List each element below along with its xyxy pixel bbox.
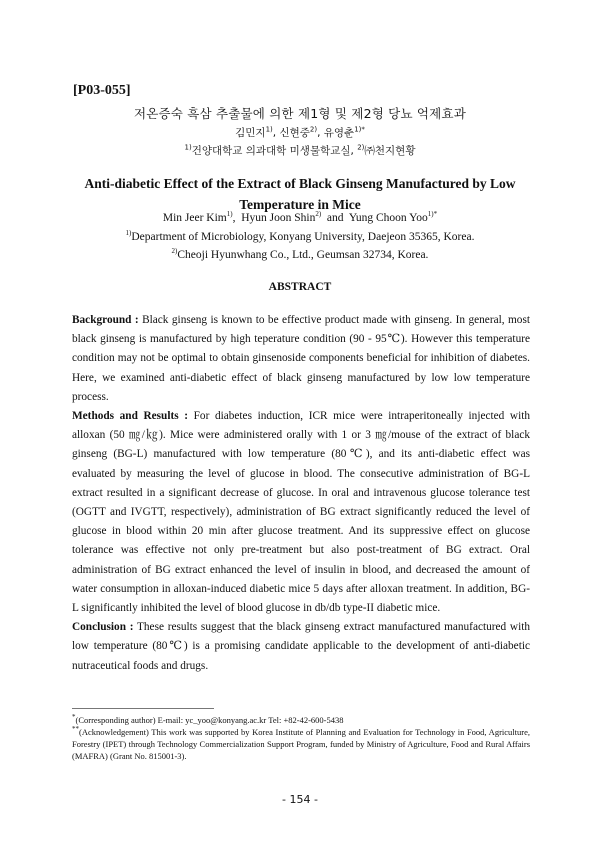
- footnote-divider: [72, 708, 214, 709]
- english-title: Anti-diabetic Effect of the Extract of Black Ginseng Manufactured by Low Temperature in Mice: [84, 176, 516, 212]
- abstract-heading: ABSTRACT: [268, 281, 332, 293]
- footnotes: [72, 714, 530, 762]
- korean-author-sup: 1): [265, 125, 273, 134]
- english-author-sup: 1): [226, 210, 233, 219]
- methods-paragraph: [72, 407, 530, 618]
- english-affiliation-text: Department of Microbiology, Konyang University, Daejeon 35365, Korea.: [131, 231, 475, 243]
- korean-affiliation-2: ㈜천지현황: [364, 145, 416, 157]
- korean-author-sep: ,: [317, 127, 324, 139]
- english-affiliation-sup: 2): [171, 247, 178, 256]
- footnote-corresponding-text: (Corresponding author) E-mail: yc_yoo@konyang.ac.kr Tel: +82-42-600-5438: [75, 715, 344, 725]
- english-author-sep: and: [321, 212, 349, 224]
- english-author-name: Hyun Joon Shin: [241, 212, 316, 224]
- methods-text: For diabetes induction, ICR mice were intraperitoneally injected with alloxan (50 ㎎/㎏). Mice were administered orally with 1 or 3 ㎎/mouse of the extract of black ginseng (BG-L) manufactured with low temperature (80℃), and its anti-diabetic effect was evaluated by measuring the level of glucose in blood. The consecutive administration of BG-L extract resulted in a significant decrease of glucose. In oral and intravenous glucose tolerance test (OGTT and IVGTT, respectively), administration of BG extract significantly reduced the level of glucose in blood within 20 min after glucose treatment. And its suppressive effect on glucose tolerance was effective not only pre-treatment but also post-treatment of BG extract. Oral administration of BG extract enhanced the level of insulin in blood, and decreased the amount of water consumption in alloxan-induced diabetic mice 5 days after alloxan treatment. In addition, BG-L significantly inhibited the level of blood glucose in db/db type-II diabetic mice.: [72, 410, 530, 615]
- korean-author-sup: 2): [309, 125, 318, 134]
- footnote-sup: *: [72, 713, 76, 722]
- english-authors: [0, 212, 600, 224]
- korean-author-name: 신현중: [279, 127, 310, 139]
- korean-affiliations: [0, 143, 600, 158]
- english-author-sup: 2): [315, 210, 322, 219]
- background-paragraph: [72, 311, 530, 407]
- conclusion-label: Conclusion :: [72, 621, 134, 634]
- korean-affiliation-sup: 2): [357, 143, 365, 152]
- korean-author-sup: 1)*: [354, 125, 365, 134]
- korean-affiliation-1: 건양대학교 의과대학 미생물학교실,: [191, 145, 358, 157]
- background-label: Background :: [72, 314, 139, 326]
- english-affiliation-1: [0, 231, 600, 243]
- korean-title: 저온증숙 흑삼 추출물에 의한 제1형 및 제2형 당뇨 억제효과: [133, 106, 467, 121]
- english-affiliation-text: Cheoji Hyunwhang Co., Ltd., Geumsan 32734, Korea.: [177, 249, 429, 261]
- footnote-corresponding: [72, 714, 530, 726]
- english-author-name: Min Jeer Kim: [162, 212, 227, 224]
- korean-author-sep: ,: [272, 127, 280, 139]
- korean-affiliation-sup: 1): [184, 143, 192, 152]
- korean-author-name: 김민지: [235, 127, 266, 139]
- conclusion-text: These results suggest that the black ginseng extract manufactured manufactured with low temperature (80℃) is a promising candidate applicable to the development of anti-diabetic nutraceutical foods and drugs.: [72, 621, 530, 672]
- footnote-acknowledgement-text: (Acknowledgement) This work was supported by Korea Institute of Planning and Evaluation for Technology in Food, Agriculture, Forestry (IPET) through Technology Commercialization Support Program, funded by Ministry of Agriculture, Food and Rural Affairs (MAFRA) (Grant No. 815001-3).: [72, 727, 530, 761]
- abstract-body: [72, 311, 530, 676]
- english-affiliation-sup: 1): [125, 229, 132, 238]
- english-author-sup: 1)*: [427, 210, 438, 219]
- english-affiliation-2: [0, 249, 600, 261]
- korean-authors: [0, 125, 600, 140]
- methods-label: Methods and Results :: [72, 410, 189, 423]
- page-number: - 154 -: [282, 793, 318, 806]
- conclusion-paragraph: [72, 618, 530, 676]
- korean-author-name: 유영춘: [323, 127, 355, 139]
- background-text: Black ginseng is known to be effective product made with ginseng. In general, most black ginseng is manufactured by high teperature condition (90 - 95℃). However this temperature condition may not be optimal to obtain ginsenoside components beneficial for inhibition of diabetes. Here, we examined anti-diabetic effect of black ginseng manufactured by low low temperature process.: [72, 314, 530, 403]
- english-author-name: Yung Choon Yoo: [348, 212, 428, 224]
- footnote-sup: **: [72, 725, 79, 734]
- english-author-sep: ,: [232, 212, 242, 224]
- footnote-acknowledgement: [72, 726, 530, 762]
- poster-id: [P03-055]: [73, 83, 131, 98]
